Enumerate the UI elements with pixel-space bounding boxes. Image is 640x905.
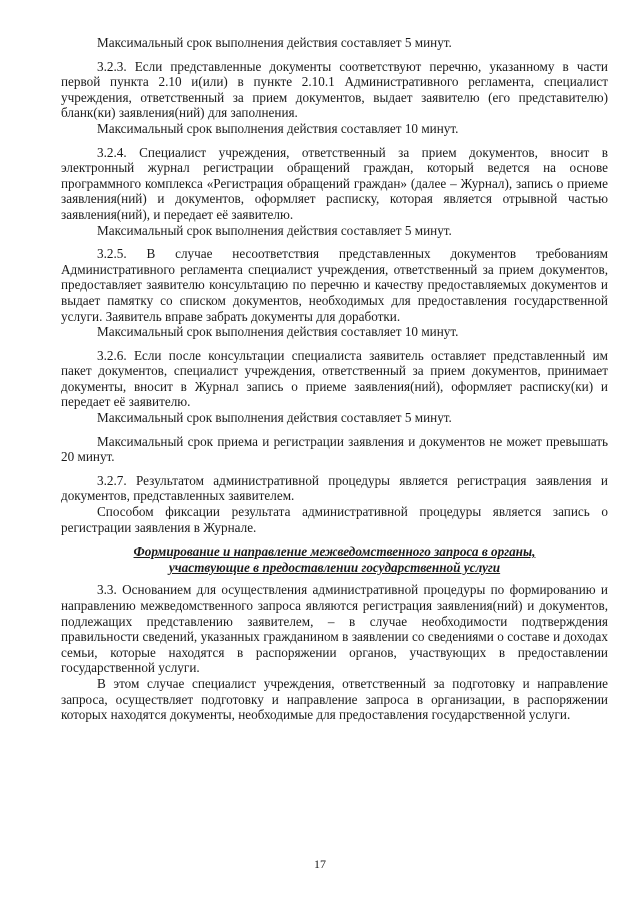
paragraph: Максимальный срок выполнения действия составляет 10 минут. [97, 120, 459, 136]
paragraph: 3.2.4. Специалист учреждения, ответственный за прием документов, вносит в электронный журнал регистрации обращений граждан, который ведется на основе программного комплекса «Регистрация обращений граждан» (далее – Журнал), запись о приеме заявления(ний) и документов, оформляет расписку, которая является отрывной частью заявления(ний), и передает её заявителю. [61, 144, 608, 222]
paragraph: 3.2.5. В случае несоответствия представленных документов требованиям Административного регламента специалист учреждения, ответственный за прием документов, предоставляет заявителю консультацию по перечню и качеству предоставляемых документов и выдает памятку со списком документов, необходимых для предоставления государственной услуги. Заявитель вправе забрать документы для доработки. [61, 246, 608, 324]
paragraph: 3.3. Основанием для осуществления административной процедуры по формированию и направлению межведомственного запроса являются регистрация заявления(ний) и документов, подлежащих представлению заявителем, – в случае необходимости подтверждения правильности сведений, указанных гражданином в заявлении со сведениями о составе и доходах семьи, которые находятся в распоряжении органов, участвующих в предоставлении государственной услуги. [61, 582, 608, 676]
paragraph: 3.2.7. Результатом административной процедуры является регистрация заявления и документов, представленных заявителем. [61, 472, 608, 504]
section-heading [61, 544, 608, 575]
paragraph: Максимальный срок выполнения действия составляет 10 минут. [97, 324, 459, 340]
paragraph: Способом фиксации результата административной процедуры является запись о регистрации заявления в Журнале. [61, 504, 608, 535]
paragraph: Максимальный срок выполнения действия составляет 5 минут. [97, 35, 452, 50]
paragraph: Максимальный срок выполнения действия составляет 5 минут. [97, 222, 452, 238]
section-heading-line: Формирование и направление межведомственного запроса в органы, [133, 544, 536, 560]
page-number: 17 [314, 857, 326, 871]
section-heading-line: участвующие в предоставлении государственной услуги [168, 559, 501, 575]
paragraph: В этом случае специалист учреждения, ответственный за подготовку и направление запроса, осуществляет подготовку и направление запроса в организации, в распоряжении которых находятся документы, необходимые для предоставления государственной услуги. [61, 675, 608, 723]
paragraph: 3.2.3. Если представленные документы соответствуют перечню, указанному в части первой пункта 2.10 и(или) в пункте 2.10.1 Административного регламента, специалист учреждения, ответственный за прием документов, выдает заявителю (его представителю) бланк(ки) заявления(ний) для заполнения. [61, 58, 608, 121]
paragraph: Максимальный срок приема и регистрации заявления и документов не может превышать 20 минут. [61, 433, 608, 465]
document-body [61, 35, 608, 723]
paragraph: Максимальный срок выполнения действия составляет 5 минут. [97, 410, 452, 426]
paragraph: 3.2.6. Если после консультации специалиста заявитель оставляет представленный им пакет документов, специалист учреждения, ответственный за прием документов, принимает документы, вносит в Журнал запись о приеме заявления(ний), оформляет расписку(ки) и передает её заявителю. [61, 347, 608, 410]
